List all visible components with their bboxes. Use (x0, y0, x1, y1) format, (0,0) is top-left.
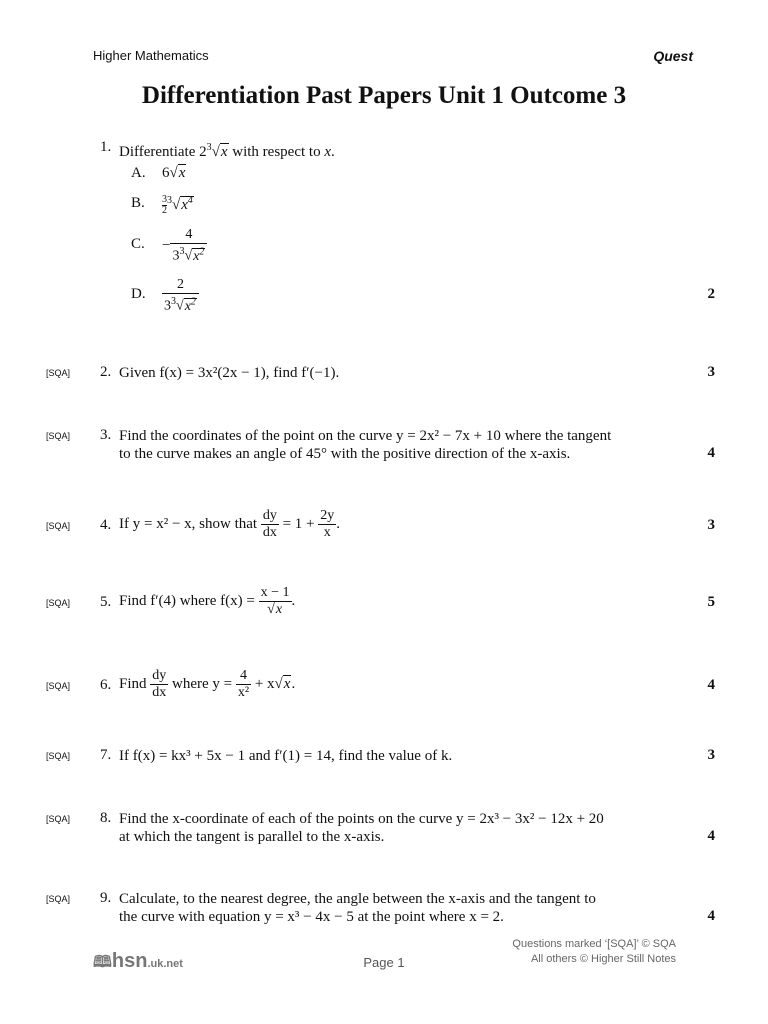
question-number: 1. (100, 139, 112, 155)
sqa-tag: [SQA] (46, 521, 71, 531)
marks: 5 (707, 594, 715, 610)
sqa-tag: [SQA] (46, 368, 71, 378)
header-subject: Higher Mathematics (93, 48, 209, 63)
marks: 3 (707, 364, 715, 380)
page-number: Page 1 (363, 955, 405, 970)
sqa-tag: [SQA] (46, 681, 71, 691)
sqa-tag: [SQA] (46, 598, 71, 608)
book-icon: 🕮 (93, 954, 112, 971)
header-brand: Quest (653, 48, 693, 64)
question-text: Differentiate $2^3√x$ with respect to x. (119, 142, 335, 160)
sqa-tag: [SQA] (46, 751, 71, 761)
marks: 4 (707, 908, 715, 924)
marks: 4 (707, 445, 715, 461)
sqa-tag: [SQA] (46, 894, 71, 904)
marks: 2 (707, 286, 715, 302)
page-title: Differentiation Past Papers Unit 1 Outcome 3 (141, 82, 627, 109)
sqa-tag: [SQA] (46, 431, 71, 441)
hsn-logo: 🕮hsn.uk.net (93, 950, 183, 972)
marks: 4 (707, 828, 715, 844)
sqa-tag: [SQA] (46, 814, 71, 824)
marks: 3 (707, 517, 715, 533)
copyright-notice: Questions marked ‘[SQA]’ © SQA All others © Higher Still Notes (512, 938, 676, 965)
marks: 4 (707, 677, 715, 693)
marks: 3 (707, 747, 715, 763)
